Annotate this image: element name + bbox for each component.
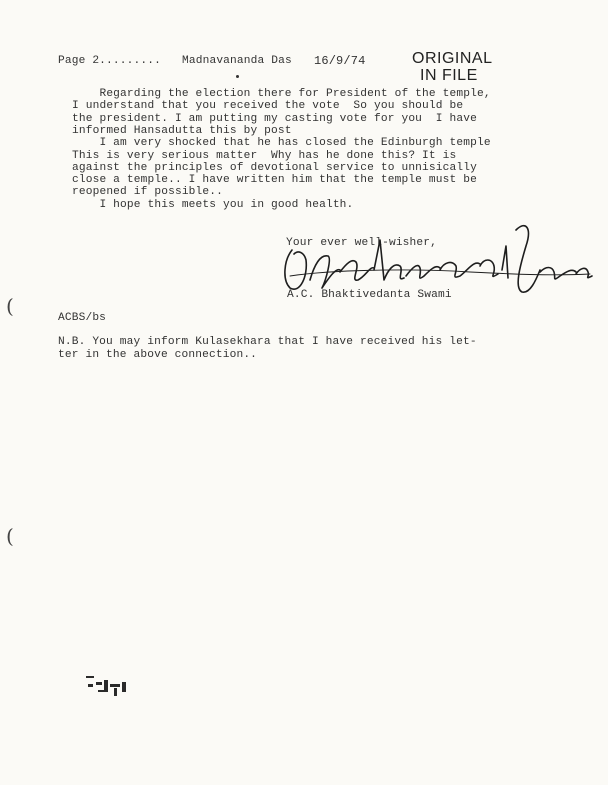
body-line: I am very shocked that he has closed the Edinburgh temple	[72, 137, 491, 150]
ink-dot	[236, 75, 239, 78]
body-line: reopened if possible..	[72, 186, 223, 199]
handwritten-signature	[270, 210, 600, 310]
signer-name: A.C. Bhaktivedanta Swami	[287, 289, 452, 301]
body-line: I understand that you received the vote So you should be	[72, 100, 464, 113]
body-line: against the principles of devotional service to unnisically	[72, 161, 477, 174]
margin-punch-mark-upper: (	[6, 294, 14, 318]
letter-date: 16/9/74	[314, 54, 366, 68]
body-line: close a temple.. I have written him that the temple must be	[72, 174, 477, 187]
body-line: I hope this meets you in good health.	[72, 198, 354, 211]
body-line: Regarding the election there for President of the temple,	[72, 88, 491, 100]
page-label: Page 2.........	[58, 55, 161, 67]
typist-initials: ACBS/bs	[58, 312, 107, 324]
closing-salutation: Your ever well-wisher,	[286, 237, 437, 249]
archival-smudge-mark	[84, 672, 134, 702]
original-in-file-stamp-line2: IN FILE	[420, 67, 478, 84]
postscript-line-2: ter in the above connection..	[58, 349, 258, 361]
recipient-name: Madnavananda Das	[182, 55, 292, 67]
postscript-line-1: N.B. You may inform Kulasekhara that I have received his let-	[58, 336, 477, 348]
original-in-file-stamp-line1: ORIGINAL	[412, 50, 493, 67]
body-line: This is very serious matter Why has he done this? It is	[72, 149, 457, 162]
margin-punch-mark-lower: (	[6, 524, 14, 548]
body-line: informed Hansadutta this by post	[72, 124, 292, 137]
body-line: the president. I am putting my casting vote for you I have	[72, 112, 477, 125]
